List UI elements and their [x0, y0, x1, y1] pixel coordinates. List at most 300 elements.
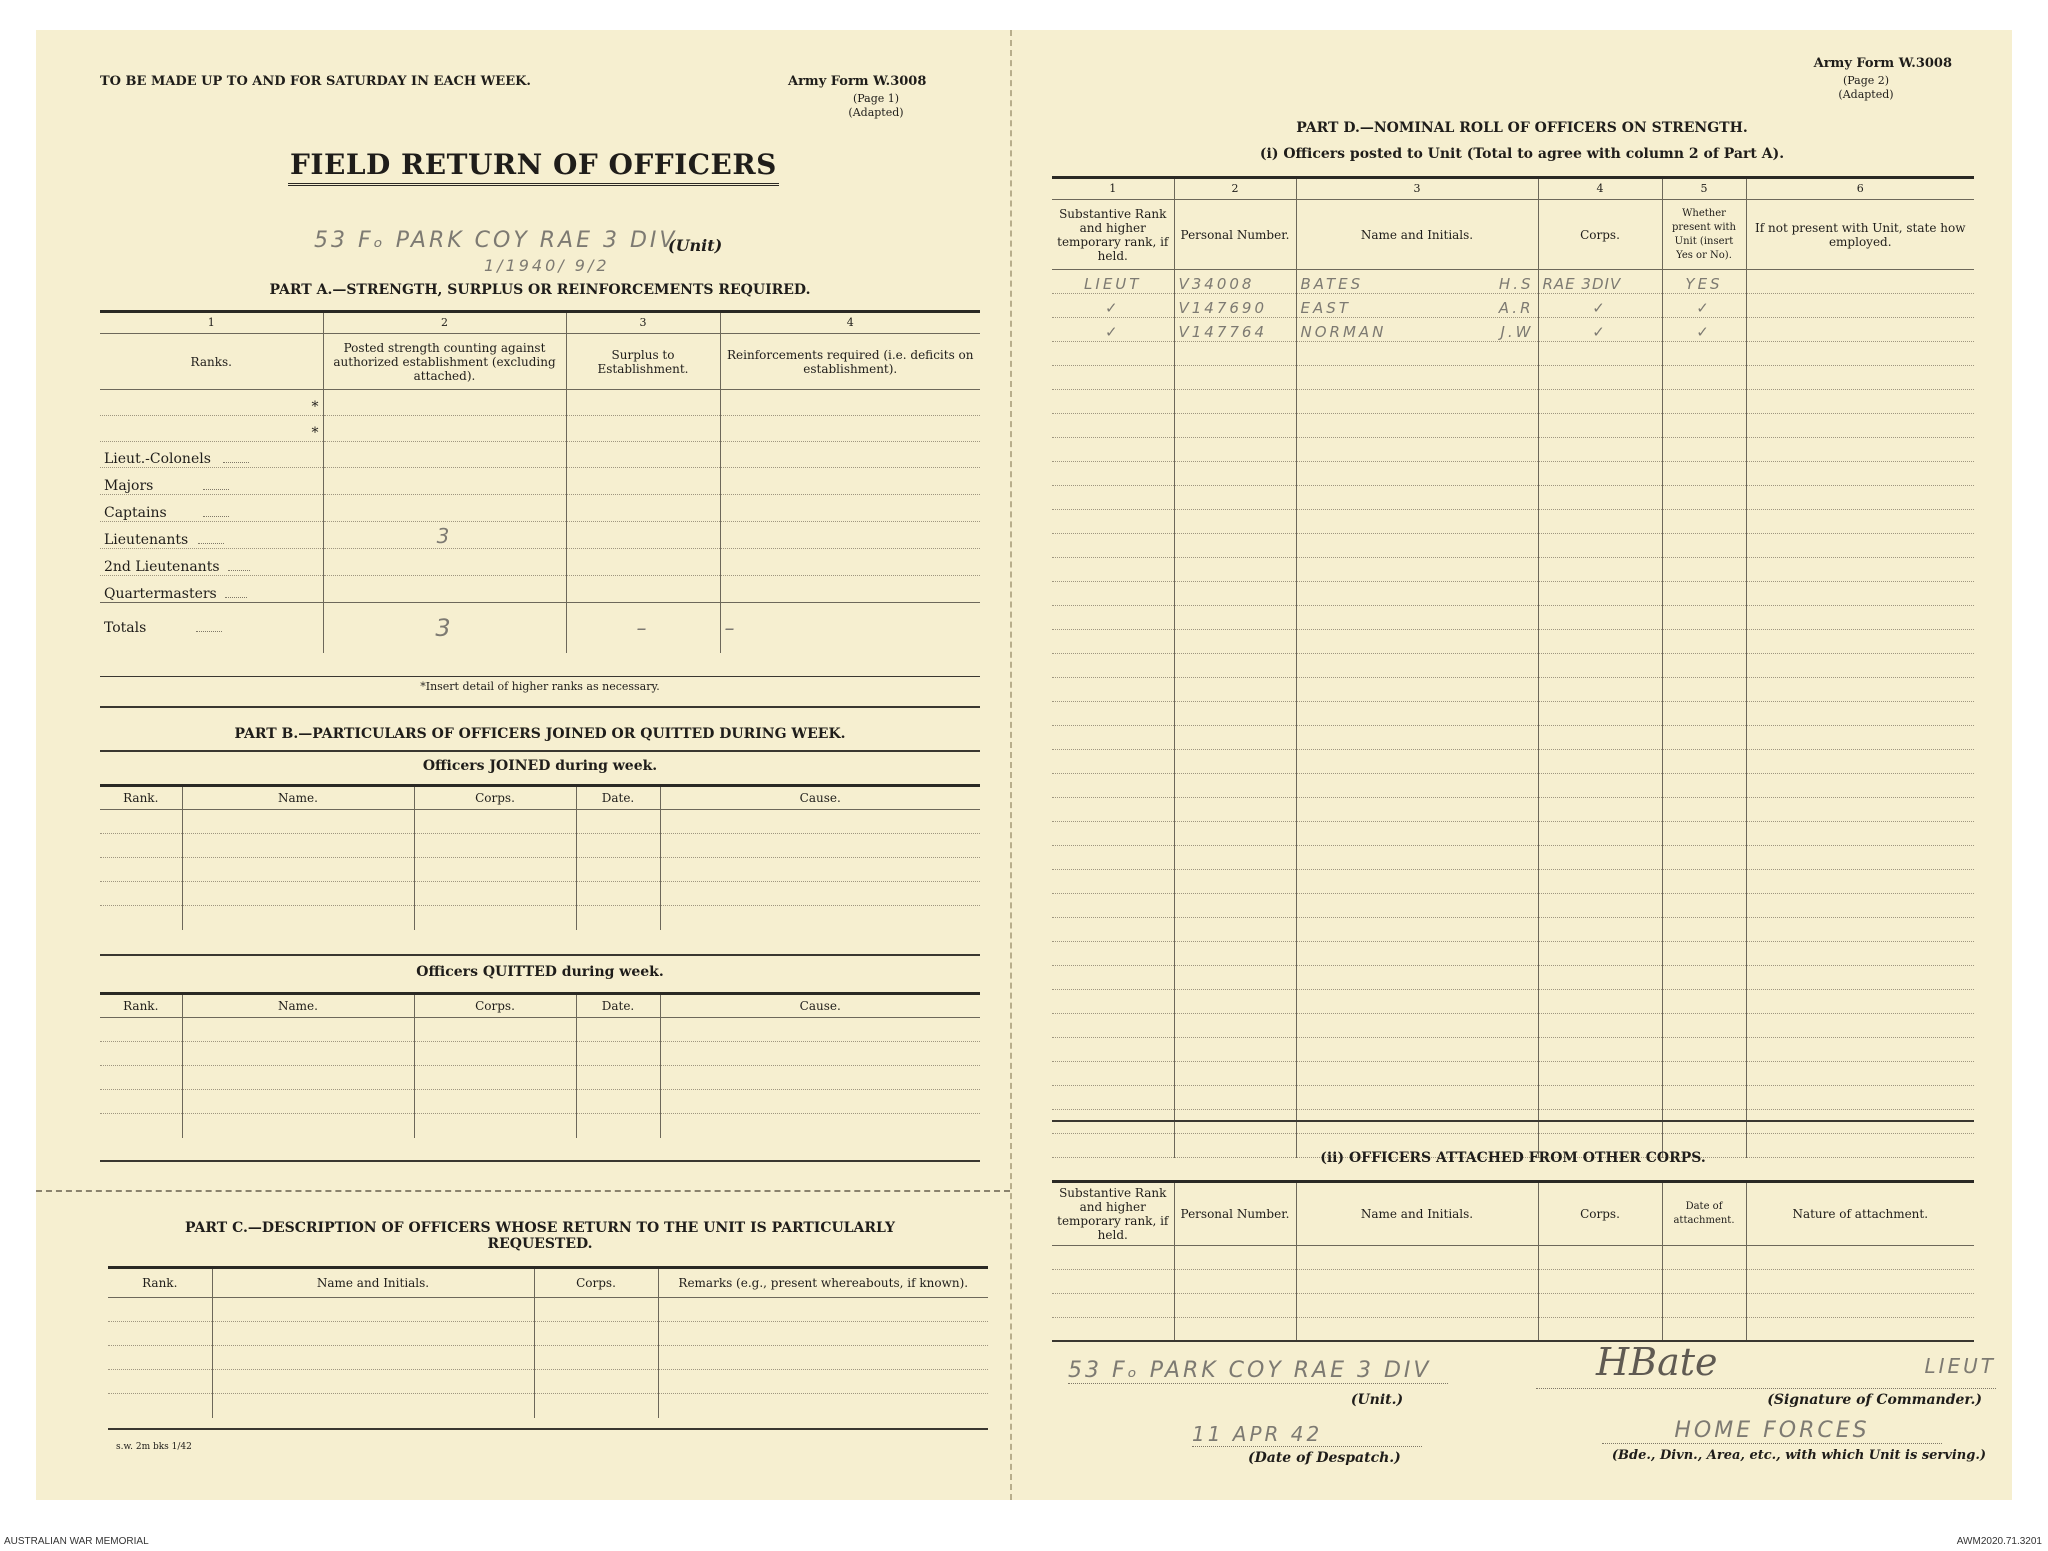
signature-label: (Signature of Commander.)	[1767, 1392, 1982, 1408]
empty-cell	[1662, 942, 1746, 966]
rank-cell	[100, 495, 323, 522]
rank-cell	[100, 522, 323, 549]
rank-marker: *	[311, 425, 319, 441]
empty-cell	[1538, 1014, 1662, 1038]
empty-cell	[1662, 894, 1746, 918]
leader-dots	[198, 543, 224, 544]
entry-name-cell	[1296, 294, 1538, 318]
empty-cell	[1746, 582, 1974, 606]
rule	[100, 676, 980, 677]
table-row	[1052, 1318, 1974, 1342]
empty-cell	[1662, 822, 1746, 846]
table-row	[1052, 846, 1974, 870]
empty-cell	[1052, 798, 1174, 822]
empty-cell	[1538, 462, 1662, 486]
reinf-cell	[720, 549, 980, 576]
entry-number: V147690	[1174, 294, 1296, 318]
col-number: 2	[323, 312, 566, 334]
officers-joined-table	[100, 784, 980, 930]
footer-accession: AWM2020.71.3201	[1956, 1536, 2042, 1547]
reinf-cell	[720, 576, 980, 603]
col-number: 2	[1174, 178, 1296, 200]
empty-cell	[1174, 966, 1296, 990]
entry-employed	[1746, 294, 1974, 318]
empty-cell	[1296, 1062, 1538, 1086]
empty-cell	[1662, 678, 1746, 702]
empty-cell	[1296, 486, 1538, 510]
table-row	[100, 906, 980, 930]
empty-cell	[1746, 822, 1974, 846]
rank-name: Captains	[104, 505, 167, 521]
part-c-heading-line1: PART C.—DESCRIPTION OF OFFICERS WHOSE RETURN TO THE UNIT IS PARTICULARLY	[185, 1220, 895, 1236]
empty-cell	[1662, 990, 1746, 1014]
empty-cell	[1746, 510, 1974, 534]
empty-cell	[1052, 1038, 1174, 1062]
leader-dots	[225, 597, 247, 598]
table-row	[1052, 678, 1974, 702]
table-row	[100, 1114, 980, 1138]
empty-cell	[1538, 606, 1662, 630]
empty-cell	[1746, 390, 1974, 414]
empty-cell	[1662, 846, 1746, 870]
empty-cell	[1662, 918, 1746, 942]
table-row	[100, 1018, 980, 1042]
commander-signature: HBate	[1596, 1340, 1718, 1384]
rule	[108, 1428, 988, 1430]
entry-corps: ✓	[1538, 294, 1662, 318]
table-row	[100, 1042, 980, 1066]
formation-value: HOME FORCES	[1602, 1418, 1942, 1444]
empty-cell	[1662, 462, 1746, 486]
col-header-rank: Substantive Rank and higher temporary rank, if held.	[1052, 1182, 1174, 1246]
empty-cell	[1174, 510, 1296, 534]
empty-cell	[1296, 822, 1538, 846]
empty-cell	[1746, 1062, 1974, 1086]
empty-cell	[1662, 966, 1746, 990]
col-header-cause: Cause.	[660, 786, 980, 810]
empty-cell	[1296, 1014, 1538, 1038]
table-row	[1052, 822, 1974, 846]
empty-cell	[1538, 918, 1662, 942]
posted-cell	[323, 390, 566, 416]
empty-cell	[1052, 342, 1174, 366]
empty-cell	[1052, 654, 1174, 678]
empty-cell	[1538, 822, 1662, 846]
leader-dots	[196, 631, 222, 632]
unit-label: (Unit.)	[1350, 1392, 1404, 1408]
empty-cell	[1174, 798, 1296, 822]
part-a-footnote: *Insert detail of higher ranks as necessary.	[420, 680, 660, 693]
table-row	[1052, 582, 1974, 606]
table-row	[1052, 774, 1974, 798]
header-note: TO BE MADE UP TO AND FOR SATURDAY IN EACH WEEK.	[100, 74, 531, 89]
table-row	[1052, 654, 1974, 678]
table-row	[1052, 342, 1974, 366]
col-number: 1	[100, 312, 323, 334]
table-row	[1052, 414, 1974, 438]
empty-cell	[1662, 582, 1746, 606]
empty-cell	[1052, 582, 1174, 606]
entry-employed	[1746, 270, 1974, 294]
joined-title: Officers JOINED during week.	[422, 758, 658, 774]
col-header-nature-attachment: Nature of attachment.	[1746, 1182, 1974, 1246]
signature-line	[1536, 1340, 1996, 1389]
empty-cell	[1296, 462, 1538, 486]
empty-cell	[1538, 870, 1662, 894]
empty-cell	[1538, 390, 1662, 414]
entry-name-cell	[1296, 318, 1538, 342]
leader-dots	[228, 570, 250, 571]
empty-cell	[1296, 582, 1538, 606]
entry-corps: RAE 3DIV	[1538, 270, 1662, 294]
empty-cell	[1052, 870, 1174, 894]
empty-cell	[1296, 966, 1538, 990]
col-header-name: Name.	[182, 786, 414, 810]
empty-cell	[1746, 558, 1974, 582]
page-number: (Page 1)	[852, 92, 900, 105]
col-header-date: Date.	[576, 786, 660, 810]
rank-name: Majors	[104, 478, 154, 494]
empty-cell	[1296, 774, 1538, 798]
empty-cell	[1538, 678, 1662, 702]
entry-name: NORMAN	[1300, 323, 1387, 341]
empty-cell	[1174, 438, 1296, 462]
surplus-cell	[566, 576, 720, 603]
table-row	[1052, 1246, 1974, 1270]
col-header-present: Whether present with Unit (insert Yes or No).	[1662, 200, 1746, 270]
adapted-note: (Adapted)	[1838, 88, 1894, 101]
col-number: 3	[566, 312, 720, 334]
table-row	[1052, 390, 1974, 414]
quitted-title: Officers QUITTED during week.	[416, 964, 664, 980]
table-row	[1052, 1038, 1974, 1062]
empty-cell	[1174, 1062, 1296, 1086]
empty-cell	[1746, 630, 1974, 654]
empty-cell	[1746, 438, 1974, 462]
formation-label: (Bde., Divn., Area, etc., with which Unit is serving.)	[1611, 1448, 1986, 1463]
col-header-rank: Substantive Rank and higher temporary rank, if held.	[1052, 200, 1174, 270]
table-row	[1052, 1014, 1974, 1038]
empty-cell	[1746, 1038, 1974, 1062]
empty-cell	[1662, 558, 1746, 582]
empty-cell	[1746, 1086, 1974, 1110]
empty-cell	[1052, 390, 1174, 414]
rank-cell	[100, 576, 323, 603]
table-row	[100, 1066, 980, 1090]
table-row	[1052, 510, 1974, 534]
empty-cell	[1746, 342, 1974, 366]
form-number: Army Form W.3008	[1813, 56, 1952, 71]
col-number: 1	[1052, 178, 1174, 200]
col-header-corps: Corps.	[1538, 200, 1662, 270]
empty-cell	[1174, 366, 1296, 390]
table-row	[108, 1370, 988, 1394]
table-row	[100, 810, 980, 834]
col-header-name-initials: Name and Initials.	[1296, 200, 1538, 270]
table-row	[100, 858, 980, 882]
col-header-date: Date.	[576, 994, 660, 1018]
col-header-personal-number: Personal Number.	[1174, 200, 1296, 270]
empty-cell	[1538, 342, 1662, 366]
col-header-rank: Rank.	[108, 1268, 212, 1298]
entry-initials: H.S	[1498, 275, 1534, 293]
empty-cell	[1174, 678, 1296, 702]
col-header-corps: Corps.	[414, 994, 576, 1018]
empty-cell	[1538, 894, 1662, 918]
empty-cell	[1662, 414, 1746, 438]
empty-cell	[1662, 1014, 1746, 1038]
empty-cell	[1746, 966, 1974, 990]
table-row	[1052, 750, 1974, 774]
empty-cell	[1052, 1014, 1174, 1038]
totals-surplus: –	[566, 603, 720, 653]
reinf-cell	[720, 468, 980, 495]
empty-cell	[1746, 678, 1974, 702]
empty-cell	[1296, 342, 1538, 366]
empty-cell	[1174, 654, 1296, 678]
empty-cell	[1538, 1086, 1662, 1110]
entry-initials: J.W	[1500, 323, 1534, 341]
empty-cell	[1296, 894, 1538, 918]
nominal-roll-body	[1052, 270, 1974, 1158]
empty-cell	[1052, 918, 1174, 942]
rank-name: Quartermasters	[104, 586, 217, 602]
cut-line	[36, 1190, 1010, 1192]
empty-cell	[1296, 510, 1538, 534]
totals-label: Totals	[104, 619, 147, 636]
col-header-personal-number: Personal Number.	[1174, 1182, 1296, 1246]
unit-label: (Unit)	[668, 236, 723, 255]
empty-cell	[1662, 702, 1746, 726]
table-row	[1052, 606, 1974, 630]
part-a-table	[100, 310, 980, 653]
empty-cell	[1174, 630, 1296, 654]
empty-cell	[1296, 726, 1538, 750]
empty-cell	[1174, 702, 1296, 726]
posted-cell	[323, 416, 566, 442]
reinf-cell	[720, 390, 980, 416]
table-row	[100, 1090, 980, 1114]
empty-cell	[1296, 654, 1538, 678]
empty-cell	[1662, 1086, 1746, 1110]
empty-cell	[1174, 582, 1296, 606]
empty-cell	[1052, 510, 1174, 534]
empty-cell	[1662, 774, 1746, 798]
empty-cell	[1662, 438, 1746, 462]
rule	[1052, 1340, 1974, 1342]
surplus-cell	[566, 522, 720, 549]
part-d-sub-ii: (ii) OFFICERS ATTACHED FROM OTHER CORPS.	[1320, 1150, 1706, 1166]
rank-cell	[100, 549, 323, 576]
empty-cell	[1174, 726, 1296, 750]
part-d-heading: PART D.—NOMINAL ROLL OF OFFICERS ON STRENGTH.	[1296, 120, 1748, 136]
empty-cell	[1538, 726, 1662, 750]
empty-cell	[1746, 366, 1974, 390]
despatch-date-value: 11 APR 42	[1192, 1422, 1422, 1447]
col-header-name: Name.	[182, 994, 414, 1018]
empty-cell	[1538, 654, 1662, 678]
entry-employed	[1746, 318, 1974, 342]
page-1	[36, 30, 1010, 1500]
printer-note: s.w. 2m bks 1/42	[116, 1442, 192, 1452]
empty-cell	[1746, 846, 1974, 870]
table-row	[1052, 918, 1974, 942]
col-header-rank: Rank.	[100, 786, 182, 810]
posted-value-lieutenants: 3	[323, 522, 566, 549]
empty-cell	[1746, 414, 1974, 438]
empty-cell	[1174, 462, 1296, 486]
empty-cell	[1174, 606, 1296, 630]
empty-cell	[1662, 534, 1746, 558]
empty-cell	[1296, 702, 1538, 726]
nominal-roll-table	[1052, 176, 1974, 1158]
empty-cell	[1174, 822, 1296, 846]
reinf-cell	[720, 416, 980, 442]
table-row	[1052, 798, 1974, 822]
empty-cell	[1174, 918, 1296, 942]
empty-cell	[1296, 678, 1538, 702]
table-row	[1052, 966, 1974, 990]
despatch-date-label: (Date of Despatch.)	[1248, 1450, 1401, 1466]
reinf-cell	[720, 522, 980, 549]
empty-cell	[1538, 750, 1662, 774]
empty-cell	[1296, 1086, 1538, 1110]
roll-entry	[1052, 270, 1974, 294]
empty-cell	[1662, 630, 1746, 654]
empty-cell	[1538, 702, 1662, 726]
empty-cell	[1746, 606, 1974, 630]
form-number: Army Form W.3008	[788, 74, 927, 89]
rank-cell	[100, 390, 323, 416]
empty-cell	[1662, 1062, 1746, 1086]
officers-quitted-table	[100, 992, 980, 1138]
empty-cell	[1746, 990, 1974, 1014]
empty-cell	[1662, 510, 1746, 534]
empty-cell	[1174, 750, 1296, 774]
table-row	[100, 834, 980, 858]
totals-posted: 3	[323, 603, 566, 653]
surplus-cell	[566, 390, 720, 416]
col-header-name-initials: Name and Initials.	[1296, 1182, 1538, 1246]
empty-cell	[1174, 1038, 1296, 1062]
entry-present: YES	[1662, 270, 1746, 294]
empty-cell	[1538, 366, 1662, 390]
table-row	[1052, 1086, 1974, 1110]
empty-cell	[1052, 750, 1174, 774]
empty-cell	[1174, 870, 1296, 894]
col-header-surplus: Surplus to Establishment.	[566, 334, 720, 390]
totals-reinforcements: –	[720, 603, 980, 653]
empty-cell	[1052, 462, 1174, 486]
rank-name: Lieutenants	[104, 532, 189, 548]
col-number: 4	[720, 312, 980, 334]
footer-institution: AUSTRALIAN WAR MEMORIAL	[4, 1536, 149, 1547]
part-a-heading: PART A.—STRENGTH, SURPLUS OR REINFORCEMENTS REQUIRED.	[269, 282, 811, 298]
col-number: 4	[1538, 178, 1662, 200]
empty-cell	[1296, 558, 1538, 582]
empty-cell	[1538, 534, 1662, 558]
surplus-cell	[566, 549, 720, 576]
empty-cell	[1174, 774, 1296, 798]
empty-cell	[1052, 774, 1174, 798]
leader-dots	[203, 516, 229, 517]
reinf-cell	[720, 495, 980, 522]
form-title: FIELD RETURN OF OFFICERS	[288, 148, 779, 186]
entry-number: V147764	[1174, 318, 1296, 342]
reinf-cell	[720, 442, 980, 468]
table-row	[1052, 870, 1974, 894]
empty-cell	[1296, 918, 1538, 942]
empty-cell	[1538, 1062, 1662, 1086]
empty-cell	[1662, 726, 1746, 750]
empty-cell	[1296, 630, 1538, 654]
leader-dots	[203, 489, 229, 490]
rule	[1052, 1120, 1974, 1122]
empty-cell	[1538, 582, 1662, 606]
empty-cell	[1538, 510, 1662, 534]
roll-entry	[1052, 294, 1974, 318]
empty-cell	[1746, 486, 1974, 510]
entry-rank: ✓	[1052, 318, 1174, 342]
table-row	[100, 882, 980, 906]
empty-cell	[1746, 654, 1974, 678]
empty-cell	[1746, 750, 1974, 774]
entry-name: BATES	[1300, 275, 1364, 293]
empty-cell	[1538, 438, 1662, 462]
table-row	[1052, 894, 1974, 918]
empty-cell	[1538, 414, 1662, 438]
col-header-remarks: Remarks (e.g., present whereabouts, if known).	[658, 1268, 988, 1298]
entry-name-cell	[1296, 270, 1538, 294]
empty-cell	[1174, 846, 1296, 870]
empty-cell	[1052, 606, 1174, 630]
table-row	[1052, 558, 1974, 582]
table-row	[1052, 702, 1974, 726]
empty-cell	[1538, 630, 1662, 654]
table-row	[1052, 438, 1974, 462]
unit-value: 53 Fₒ PARK COY RAE 3 DIV	[1068, 1358, 1448, 1384]
col-header-name-initials: Name and Initials.	[212, 1268, 534, 1298]
empty-cell	[1052, 1086, 1174, 1110]
empty-cell	[1174, 894, 1296, 918]
empty-cell	[1538, 774, 1662, 798]
empty-cell	[1052, 702, 1174, 726]
table-row	[1052, 366, 1974, 390]
empty-cell	[1746, 702, 1974, 726]
col-header-reinforcements: Reinforcements required (i.e. deficits on establishment).	[720, 334, 980, 390]
page-2	[1012, 30, 2012, 1500]
entry-number: V34008	[1174, 270, 1296, 294]
empty-cell	[1538, 486, 1662, 510]
entry-rank: ✓	[1052, 294, 1174, 318]
empty-cell	[1052, 942, 1174, 966]
part-c-heading	[120, 1220, 960, 1252]
empty-cell	[1296, 846, 1538, 870]
roll-entry	[1052, 318, 1974, 342]
empty-cell	[1296, 798, 1538, 822]
table-row	[1052, 630, 1974, 654]
empty-cell	[1296, 942, 1538, 966]
col-header-employment: If not present with Unit, state how employed.	[1746, 200, 1974, 270]
empty-cell	[1296, 438, 1538, 462]
empty-cell	[1174, 414, 1296, 438]
rule	[100, 750, 980, 752]
commander-rank: LIEUT	[1924, 1354, 1996, 1378]
empty-cell	[1662, 390, 1746, 414]
empty-cell	[1296, 1038, 1538, 1062]
col-header-corps: Corps.	[1538, 1182, 1662, 1246]
table-row	[1052, 942, 1974, 966]
